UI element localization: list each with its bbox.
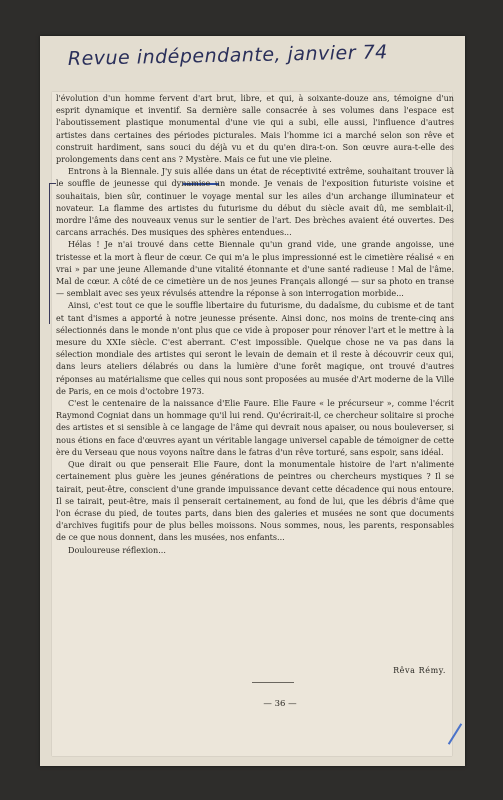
paragraph-4: Ainsi, c'est tout ce que le souffle libertaire du futurisme, du dadaïsme, du cubisme et de tant et tant d'ismes a apporté à notre jeunesse présente. Ainsi donc, nos moins de trente-cinq ans sélectionnés dans le monde n'ont plus que ce vide à proposer pour rénover l'art et le mettre à la mesure du XXIe siècle. C'est aberrant. C'est impossible. Quelque chose ne va pas dans la sélection mondiale des artistes qui seront le levain de demain et il reste à découvrir ceux qui, dans leurs ateliers délabrés ou dans la lumière d'une forêt magique, ont trouvé d'autres réponses au matérialisme que celles qui nous sont proposées au musée d'Art moderne de la Ville de Paris, en ce mois d'octobre 1973. xyxy=(56,301,454,396)
handwritten-annotation: Revue indépendante, janvier 74 xyxy=(67,41,388,70)
divider-rule xyxy=(252,682,294,683)
paragraph-6: Que dirait ou que penserait Elie Faure, dont la monumentale histoire de l'art n'alimente certainement plus guère les jeunes générations de peintres ou chercheurs mystiques ? Il se tairait, peut-être, conscient d'une grande impuissance devant cette décadence qui nous entoure. Il se tairait, peut-être, mais il penserait certainement, au fond de lui, que les débris d'âme que l'on écrase du pied, de toutes parts, dans bien des galeries et musées ne sont que documents d'archives fugitifs pour de plus belles moissons. Nous sommes, nous, les parents, responsables de ce que nous donnent, dans les musées, nos enfants... xyxy=(56,460,454,543)
margin-bracket-mark xyxy=(49,183,56,324)
paragraph-1: l'évolution d'un homme fervent d'art brut, libre, et qui, à soixante-douze ans, témoigne d'un esprit dynamique et inventif. Sa dernière salle consacrée à ses volumes dans l'espace est l'aboutissement plastique monumental d'une vie qui a subi, elle aussi, l'influence d'autres artistes dans certaines des périodes picturales. Mais l'homme ici a marché selon son rêve et construit hardiment, sans souci du déjà vu et du qu'en dira-t-on. Son œuvre aura-t-elle des prolongements dans cent ans ? Mystère. Mais ce fut une vie pleine. xyxy=(56,94,454,165)
page-number: — 36 — xyxy=(263,699,297,709)
paragraph-3: Hélas ! Je n'ai trouvé dans cette Biennale qu'un grand vide, une grande angoisse, une tristesse et la mort à fleur de cœur. Ce qui m'a le plus impressionné est le cimetière réalisé « en vrai » par une jeune Allemande d'une vitalité étonnante et d'une santé radieuse ! Mal de l'âme. Mal de cœur. A côté de ce cimetière un de nos jeunes Français allongé — sur sa photo en transe — semblait avec ses yeux révulsés attendre la réponse à son interrogation morbide... xyxy=(56,240,454,299)
author-signature: Rêva Rémy. xyxy=(393,666,446,675)
paragraph-2: Entrons à la Biennale. J'y suis allée dans un état de réceptivité extrême, souhaitant trouver là le souffle de jeunesse qui dynamise un monde. Je venais de l'exposition futuriste voisine et souhaitais, bien sûr, continuer le voyage mental sur les ailes d'un archange illuminateur et novateur. La flamme des artistes du futurisme du début du siècle avait dû, me semblait-il, mordre l'âme des nouveaux venus sur le sentier de l'art. Des brèches avaient été ouvertes. Des carcans arrachés. Des musiques des sphères entendues... xyxy=(56,167,454,238)
paragraph-5: C'est le centenaire de la naissance d'Elie Faure. Elie Faure « le précurseur », comme l'écrit Raymond Cogniat dans un hommage qu'il lui rend. Qu'écrirait-il, ce chercheur solitaire si proche des artistes et si sensible à ce langage de l'âme qui devrait nous apaiser, ou nous bouleverser, si nous étions en face d'œuvres ayant un véritable langage universel capable de témoigner de cette ère du Verseau que nous voyons naître dans le fatras d'un rêve torturé, sans espoir, sans idéal. xyxy=(56,399,454,457)
article-body xyxy=(56,93,454,557)
paragraph-7: Douloureuse réflexion... xyxy=(68,545,166,555)
